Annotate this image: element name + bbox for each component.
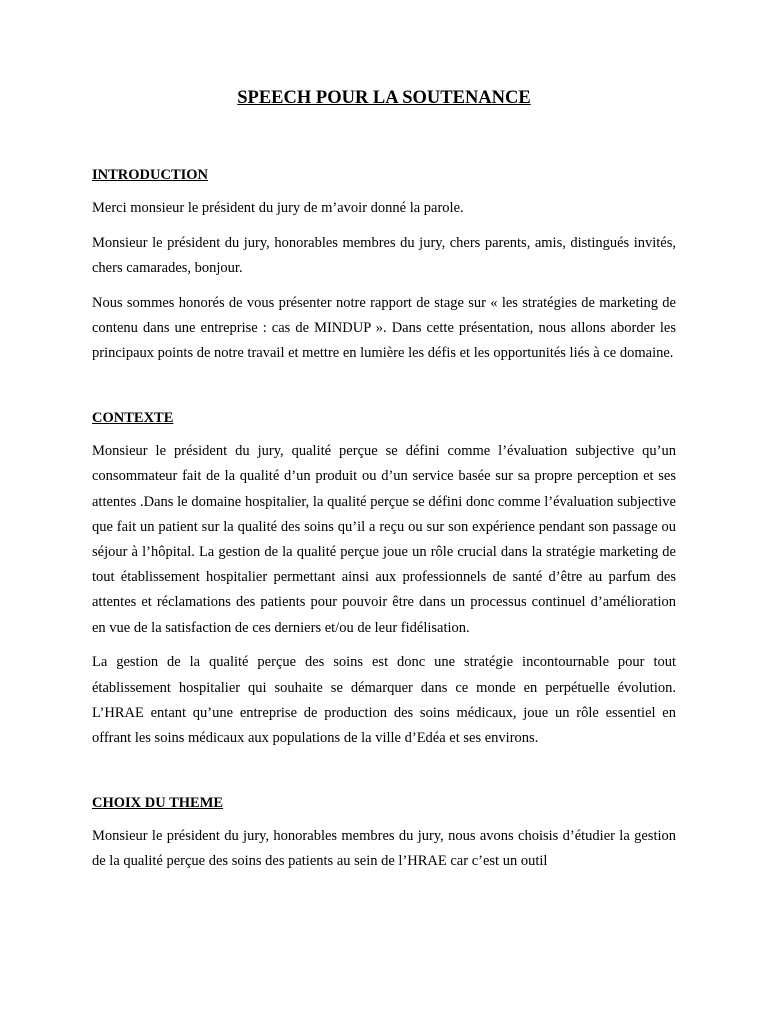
paragraph: La gestion de la qualité perçue des soins est donc une stratégie incontournable pour tout établissement hospitalier qui souhaite se démarquer dans ce monde en perpétuelle évolution. L’HRAE entant qu’une entreprise de production des soins médicaux, joue un rôle essentiel en offrant les soins médicaux aux populations de la ville d’Edéa et ses environs.: [92, 654, 676, 746]
section-heading: INTRODUCTION: [92, 167, 209, 183]
section-introduction: [92, 164, 676, 366]
paragraph: Monsieur le président du jury, qualité perçue se défini comme l’évaluation subjective qu’un consommateur fait de la qualité d’un produit ou d’un service basée sur sa propre perception et ses attentes .Dans le domaine hospitalier, la qualité perçue se défini donc comme l’évaluation subjective que fait un patient sur la qualité des soins qu’il a reçu ou sur son expérience pendant son passage ou séjour à l’hôpital. La gestion de la qualité perçue joue un rôle crucial dans la stratégie marketing de tout établissement hospitalier permettant ainsi aux professionnels de santé d’être au parfum des attentes et réclamations des patients pour pouvoir être dans un processus continuel d’amélioration en vue de la satisfaction de ces derniers et/ou de leur fidélisation.: [92, 443, 676, 636]
section-heading: CONTEXTE: [92, 410, 174, 427]
paragraph: Merci monsieur le président du jury de m’avoir donné la parole.: [92, 200, 464, 216]
section-contexte: [92, 407, 676, 751]
section-choix-du-theme: [92, 792, 676, 874]
paragraph: Nous sommes honorés de vous présenter notre rapport de stage sur « les stratégies de marketing de contenu dans une entreprise : cas de MINDUP ». Dans cette présentation, nous allons aborder les principaux points de notre travail et mettre en lumière les défis et les opportunités liés à ce domaine.: [92, 294, 676, 362]
document-title: SPEECH POUR LA SOUTENANCE: [237, 88, 531, 108]
section-heading: CHOIX DU THEME: [92, 795, 224, 812]
paragraph: Monsieur le président du jury, honorables membres du jury, chers parents, amis, distingués invités, chers camarades, bonjour.: [92, 234, 676, 276]
paragraph: Monsieur le président du jury, honorables membres du jury, nous avons choisis d’étudier la gestion de la qualité perçue des soins des patients au sein de l’HRAE car c’est un outil: [92, 828, 676, 870]
